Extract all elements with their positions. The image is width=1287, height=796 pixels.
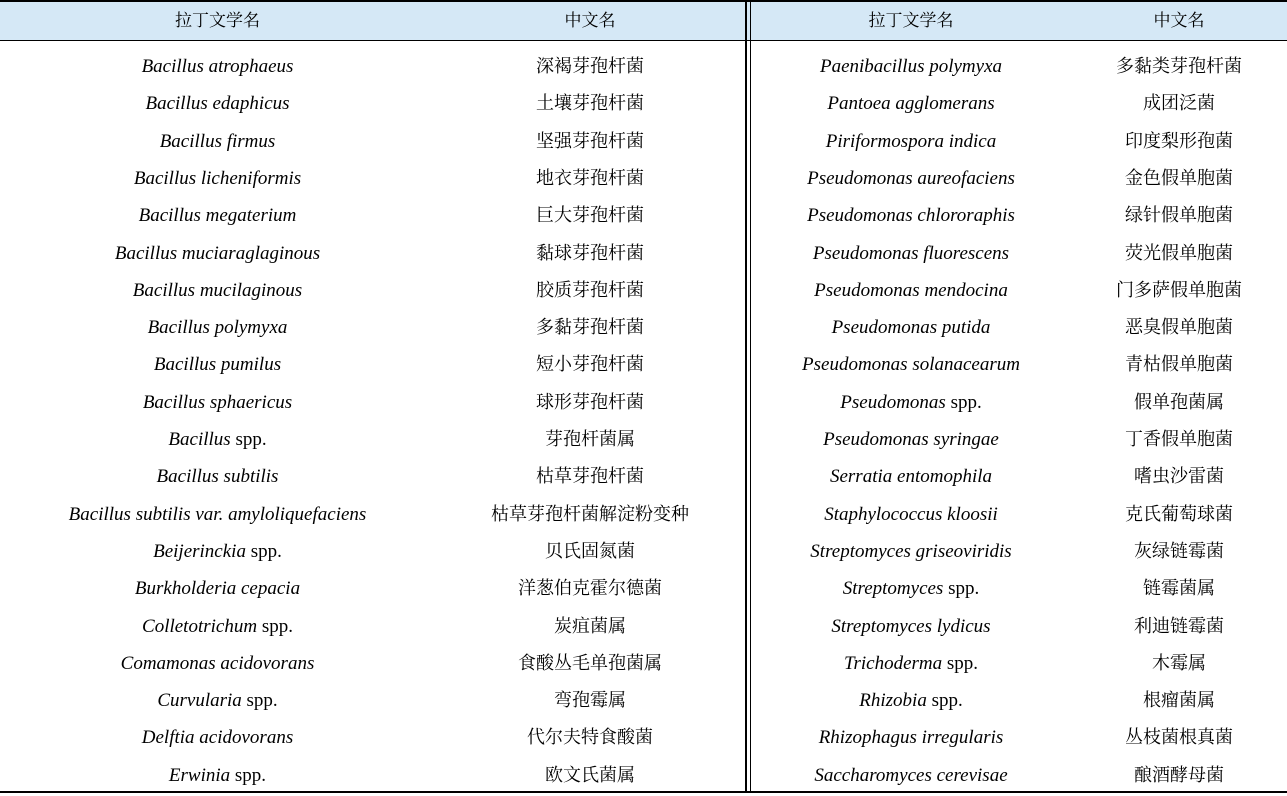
latin-name-italic: Staphylococcus kloosii [824,503,998,525]
right-latin-name [751,309,1071,346]
left-latin-name [0,757,435,794]
left-latin-name [0,384,435,421]
right-latin-name [751,682,1071,719]
right-chinese-name: 青枯假单胞菌 [1125,354,1233,376]
latin-name-italic: Bacillus [168,429,231,450]
latin-name-italic: Pseudomonas [840,391,946,413]
latin-name-italic: Pseudomonas aureofaciens [807,167,1015,189]
latin-name-italic: Colletotrichum [142,615,258,637]
left-chinese-name: 洋葱伯克霍尔德菌 [518,578,662,600]
latin-name-italic: Bacillus licheniformis [133,167,302,189]
latin-name-italic: Serratia entomophila [829,466,993,488]
left-chinese-name: 球形芽孢杆菌 [536,391,644,413]
latin-name-italic: Rhizobia [859,690,927,712]
latin-name-suffix: spp. [230,764,267,786]
left-latin-name [0,645,435,682]
latin-name-suffix: spp. [942,652,979,674]
latin-name-italic: Bacillus polymyxa [147,317,288,339]
right-chinese-name: 利迪链霉菌 [1134,615,1224,637]
latin-name-suffix: spp. [943,578,980,600]
left-chinese-name: 深褐芽孢杆菌 [536,56,644,77]
right-chinese-name: 门多萨假单胞菌 [1116,279,1242,301]
right-chinese-name: 根瘤菌属 [1143,690,1215,712]
latin-name-italic: Pseudomonas fluorescens [812,242,1010,264]
latin-name-italic: Streptomyces lydicus [831,615,991,637]
left-latin-name [0,719,435,756]
latin-name-italic: Bacillus subtilis var. amyloliquefaciens [68,503,367,525]
latin-name-italic: Bacillus muciaraglaginous [114,242,321,264]
right-latin-name [751,272,1071,309]
left-latin-name [0,496,435,533]
right-chinese-name: 恶臭假单胞菌 [1125,317,1233,339]
left-chinese-name: 弯孢霉属 [554,690,626,712]
latin-name-suffix: spp. [245,540,282,562]
latin-name-italic: Pantoea agglomerans [827,93,995,115]
right-latin-name [751,608,1071,645]
header-right-latin: 拉丁文学名 [868,11,954,31]
latin-name-italic: Bacillus subtilis [156,466,279,488]
latin-name-italic: Bacillus mucilaginous [132,279,303,301]
left-chinese-name: 胶质芽孢杆菌 [536,279,644,301]
left-chinese-name: 多黏芽孢杆菌 [536,317,644,339]
latin-name-italic: Saccharomyces cerevisae [814,764,1008,786]
column-divider [745,0,747,793]
latin-name-italic: Burkholderia cepacia [134,578,301,600]
left-chinese-name: 枯草芽孢杆菌解淀粉变种 [491,503,689,525]
header-right-cn: 中文名 [1153,11,1205,31]
left-chinese-name: 地衣芽孢杆菌 [536,167,644,189]
left-chinese-name: 坚强芽孢杆菌 [536,130,644,152]
right-chinese-name: 链霉菌属 [1143,578,1215,600]
left-chinese-name: 巨大芽孢杆菌 [536,205,644,227]
right-latin-name [751,757,1071,794]
latin-name-italic: Rhizophagus irregularis [818,727,1004,749]
latin-name-italic: Delftia acidovorans [141,727,294,749]
right-latin-name [751,197,1071,234]
left-latin-name [0,197,435,234]
left-latin-name [0,48,435,85]
right-latin-name [751,570,1071,607]
left-latin-name [0,235,435,272]
latin-name-italic: Bacillus pumilus [153,354,282,376]
latin-name-italic: Bacillus sphaericus [142,391,293,413]
left-latin-name [0,682,435,719]
right-latin-name [751,235,1071,272]
latin-name-italic: Curvularia [157,690,242,712]
latin-name-italic: Bacillus edaphicus [145,93,290,115]
right-latin-name [751,384,1071,421]
right-latin-name [751,48,1071,85]
left-chinese-name: 代尔夫特食酸菌 [527,727,653,749]
latin-name-suffix: spp. [230,429,267,450]
right-chinese-name: 成团泛菌 [1143,93,1215,115]
latin-name-italic: Pseudomonas mendocina [814,279,1008,301]
latin-name-italic: Bacillus firmus [159,130,276,152]
left-chinese-name: 黏球芽孢杆菌 [536,242,644,264]
left-latin-name [0,570,435,607]
left-chinese-name: 欧文氏菌属 [545,764,635,786]
latin-name-italic: Erwinia [168,764,231,786]
left-latin-name [0,272,435,309]
latin-name-italic: Pseudomonas solanacearum [802,354,1020,376]
latin-name-italic: Comamonas acidovorans [120,652,315,674]
left-latin-name [0,123,435,160]
right-latin-name [751,346,1071,383]
latin-name-italic: Bacillus atrophaeus [141,56,294,77]
right-latin-name [751,496,1071,533]
right-latin-name [751,458,1071,495]
left-latin-name [0,608,435,645]
latin-name-italic: Pseudomonas putida [831,317,991,339]
left-chinese-name: 枯草芽孢杆菌 [536,466,644,488]
right-latin-name [751,645,1071,682]
left-chinese-name: 土壤芽孢杆菌 [536,93,644,115]
latin-name-suffix: spp. [926,690,963,712]
right-chinese-name: 丁香假单胞菌 [1125,429,1233,450]
right-chinese-name: 丛枝菌根真菌 [1125,727,1233,749]
header-left-cn: 中文名 [564,11,616,31]
right-chinese-name: 绿针假单胞菌 [1125,205,1233,227]
left-latin-name [0,346,435,383]
left-chinese-name: 短小芽孢杆菌 [536,354,644,376]
header-left-latin: 拉丁文学名 [175,11,260,31]
latin-name-suffix: spp. [945,391,982,413]
left-latin-name [0,533,435,570]
left-latin-name [0,458,435,495]
latin-name-italic: Pseudomonas chlororaphis [807,205,1015,227]
right-chinese-name: 灰绿链霉菌 [1134,540,1224,562]
right-latin-name [751,421,1071,458]
latin-name-italic: Trichoderma [843,652,943,674]
left-latin-name [0,85,435,122]
right-chinese-name: 酿酒酵母菌 [1134,764,1224,786]
right-chinese-name: 木霉属 [1152,652,1206,674]
latin-name-suffix: spp. [241,690,278,712]
latin-name-italic: Pseudomonas syringae [823,429,999,450]
right-latin-name [751,123,1071,160]
right-latin-name [751,160,1071,197]
right-chinese-name: 假单孢菌属 [1134,391,1224,413]
latin-name-suffix: spp. [257,615,293,637]
latin-name-italic: Paenibacillus polymyxa [819,56,1003,77]
left-chinese-name: 食酸丛毛单孢菌属 [518,652,662,674]
left-chinese-name: 贝氏固氮菌 [545,540,635,562]
latin-name-italic: Streptomyces [842,578,944,600]
left-latin-name [0,309,435,346]
left-chinese-name: 芽孢杆菌属 [545,429,635,450]
right-chinese-name: 克氏葡萄球菌 [1125,503,1233,525]
left-chinese-name: 炭疽菌属 [554,615,626,637]
left-latin-name [0,160,435,197]
left-latin-name [0,421,435,458]
right-chinese-name: 多黏类芽孢杆菌 [1116,56,1242,77]
right-chinese-name: 印度梨形孢菌 [1125,130,1233,152]
right-latin-name [751,719,1071,756]
latin-name-italic: Piriformospora indica [825,130,997,152]
latin-name-italic: Streptomyces griseoviridis [810,540,1012,562]
right-chinese-name: 金色假单胞菌 [1125,167,1233,189]
right-chinese-name: 嗜虫沙雷菌 [1134,466,1224,488]
right-chinese-name: 荧光假单胞菌 [1125,242,1233,264]
right-latin-name [751,85,1071,122]
latin-name-italic: Bacillus megaterium [138,205,297,227]
latin-name-italic: Beijerinckia [153,540,246,562]
right-latin-name [751,533,1071,570]
